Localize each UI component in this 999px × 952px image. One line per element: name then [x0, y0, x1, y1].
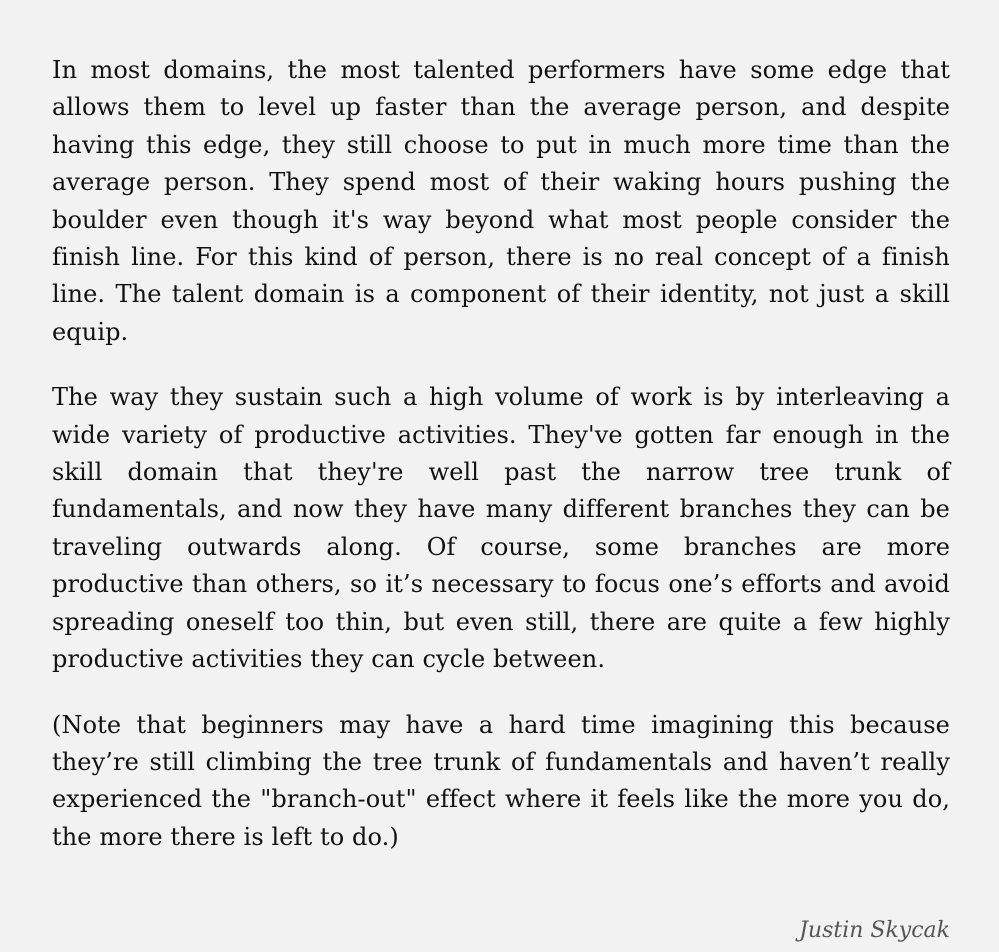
- paragraph-3: (Note that beginners may have a hard time imagining this because they’re still climbing the tree trunk of fundamentals and haven’t really experienced the "branch-out" effect where it feels like the more you do, the more there is left to do.): [52, 710, 950, 851]
- paragraph-2: The way they sustain such a high volume of work is by interleaving a wide variety of productive activities. They've gotten far enough in the skill domain that they're well past the narrow tree trunk of fundamentals, and now they have many different branches they can be traveling outwards along. Of course, some branches are more productive than others, so it’s necessary to focus one’s efforts and avoid spreading oneself too thin, but even still, there are quite a few highly productive activities they can cycle between.: [52, 383, 950, 674]
- paragraph-1: In most domains, the most talented performers have some edge that allows them to level up faster than the average person, and despite having this edge, they still choose to put in much more time than the average person. They spend most of their waking hours pushing the boulder even though it's way beyond what most people consider the finish line. For this kind of person, there is no real concept of a finish line. The talent domain is a component of their identity, not just a skill equip.: [52, 56, 950, 346]
- author-signature: Justin Skycak: [799, 918, 950, 943]
